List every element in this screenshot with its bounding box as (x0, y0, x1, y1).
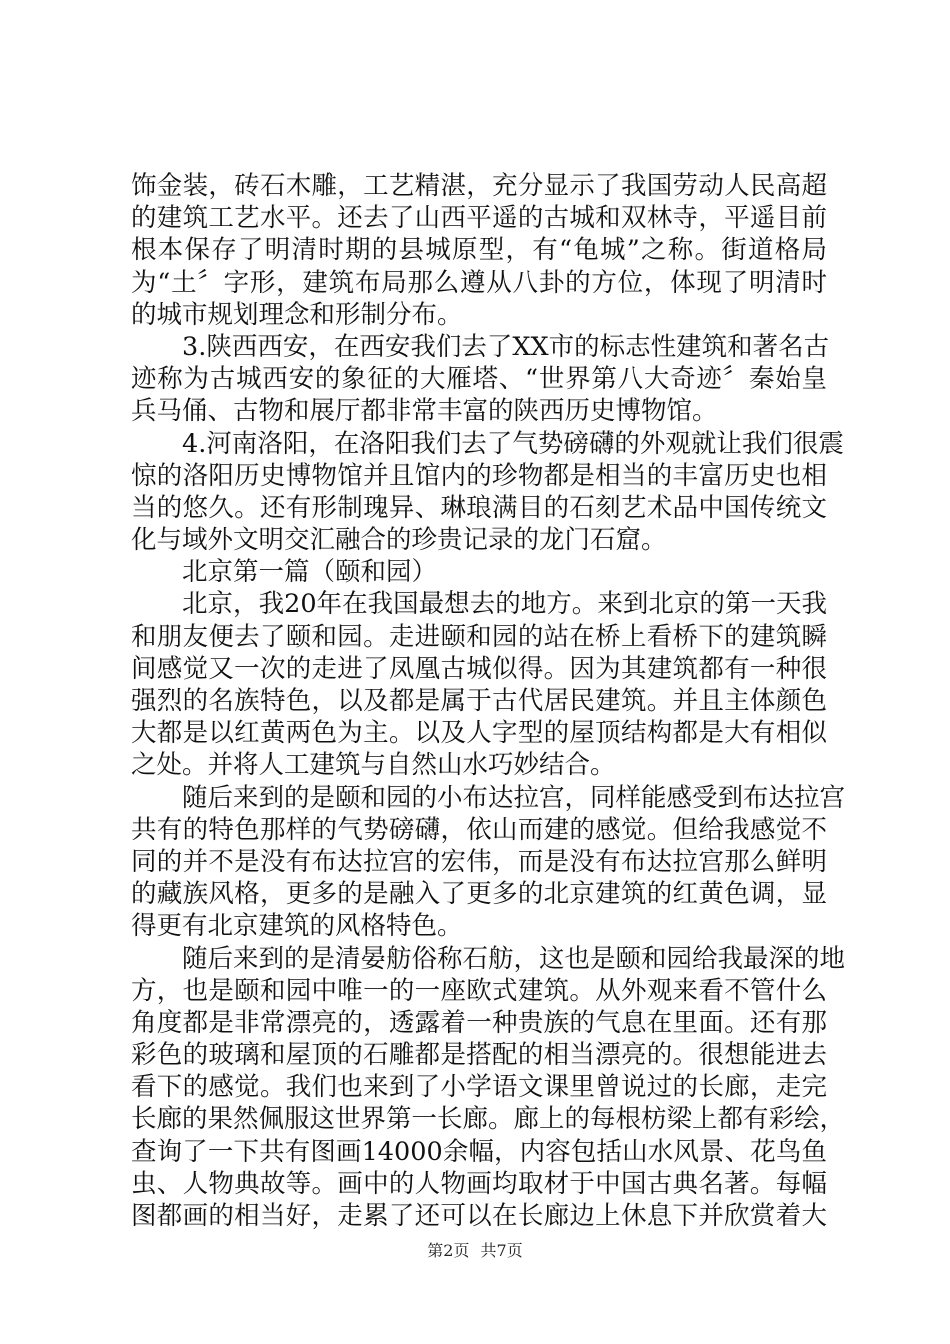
text-line: 彩色的玻璃和屋顶的石雕都是搭配的相当漂亮的。很想能进去 (131, 1040, 827, 1071)
text-line: 随后来到的是颐和园的小布达拉宫，同样能感受到布达拉宫 (182, 782, 846, 813)
page-number: 第2页 (427, 1241, 470, 1260)
text-line: 共有的特色那样的气势磅礴，依山而建的感觉。但给我感觉不 (131, 814, 827, 845)
document-body (131, 170, 846, 1232)
page-total: 共7页 (480, 1241, 523, 1260)
text-line: 之处。并将人工建筑与自然山水巧妙结合。 (131, 750, 616, 781)
text-line: 兵马俑、古物和展厅都非常丰富的陕西历史博物馆。 (131, 396, 718, 427)
text-line: 的建筑工艺水平。还去了山西平遥的古城和双林寺，平遥目前 (131, 203, 827, 234)
text-line: 图都画的相当好，走累了还可以在长廊边上休息下并欣赏着大 (131, 1201, 827, 1231)
text-line: 惊的洛阳历史博物馆并且馆内的珍物都是相当的丰富历史也相 (131, 460, 827, 491)
text-line: 迹称为古城西安的象征的大雁塔、“世界第八大奇迹〞秦始皇 (131, 364, 827, 395)
text-line: 的城市规划理念和形制分布。 (131, 299, 463, 330)
text-line: 虫、人物典故等。画中的人物画均取材于中国古典名著。每幅 (131, 1168, 827, 1199)
text-line: 北京，我20年在我国最想去的地方。来到北京的第一天我 (182, 589, 827, 620)
text-line: 根本保存了明清时期的县城原型，有“龟城”之称。街道格局 (131, 235, 827, 266)
text-line: 化与域外文明交汇融合的珍贵记录的龙门石窟。 (131, 525, 667, 556)
text-line: 当的悠久。还有形制瑰异、琳琅满目的石刻艺术品中国传统文 (131, 492, 827, 523)
text-line: 北京第一篇（颐和园） (182, 557, 438, 588)
text-line: 角度都是非常漂亮的，透露着一种贵族的气息在里面。还有那 (131, 1007, 827, 1038)
text-line: 间感觉又一次的走进了凤凰古城似得。因为其建筑都有一种很 (131, 653, 827, 684)
text-line: 同的并不是没有布达拉宫的宏伟，而是没有布达拉宫那么鲜明 (131, 846, 827, 877)
text-line: 的藏族风格，更多的是融入了更多的北京建筑的红黄色调，显 (131, 879, 827, 910)
text-line: 3.陕西西安，在西安我们去了XX市的标志性建筑和著名古 (182, 331, 830, 362)
text-line: 长廊的果然佩服这世界第一长廊。廊上的每根枋梁上都有彩绘， (131, 1104, 846, 1135)
text-line: 饰金装，砖石木雕，工艺精湛，充分显示了我国劳动人民高超 (131, 171, 827, 201)
text-line: 大都是以红黄两色为主。以及人字型的屋顶结构都是大有相似 (131, 718, 827, 749)
text-line: 4.河南洛阳，在洛阳我们去了气势磅礴的外观就让我们很震 (182, 428, 844, 459)
text-line: 和朋友便去了颐和园。走进颐和园的站在桥上看桥下的建筑瞬 (131, 621, 827, 652)
text-line: 得更有北京建筑的风格特色。 (131, 911, 463, 942)
text-line: 为“土〞字形，建筑布局那么遵从八卦的方位，体现了明清时 (131, 267, 827, 298)
page-footer (0, 1238, 950, 1261)
text-line: 方，也是颐和园中唯一的一座欧式建筑。从外观来看不管什么 (131, 975, 827, 1006)
text-line: 强烈的名族特色，以及都是属于古代居民建筑。并且主体颜色 (131, 686, 827, 716)
text-line: 查询了一下共有图画14000余幅，内容包括山水风景、花鸟鱼 (131, 1136, 827, 1167)
text-line: 随后来到的是清晏舫俗称石舫，这也是颐和园给我最深的地 (182, 943, 846, 974)
text-line: 看下的感觉。我们也来到了小学语文课里曾说过的长廊，走完 (131, 1072, 827, 1103)
